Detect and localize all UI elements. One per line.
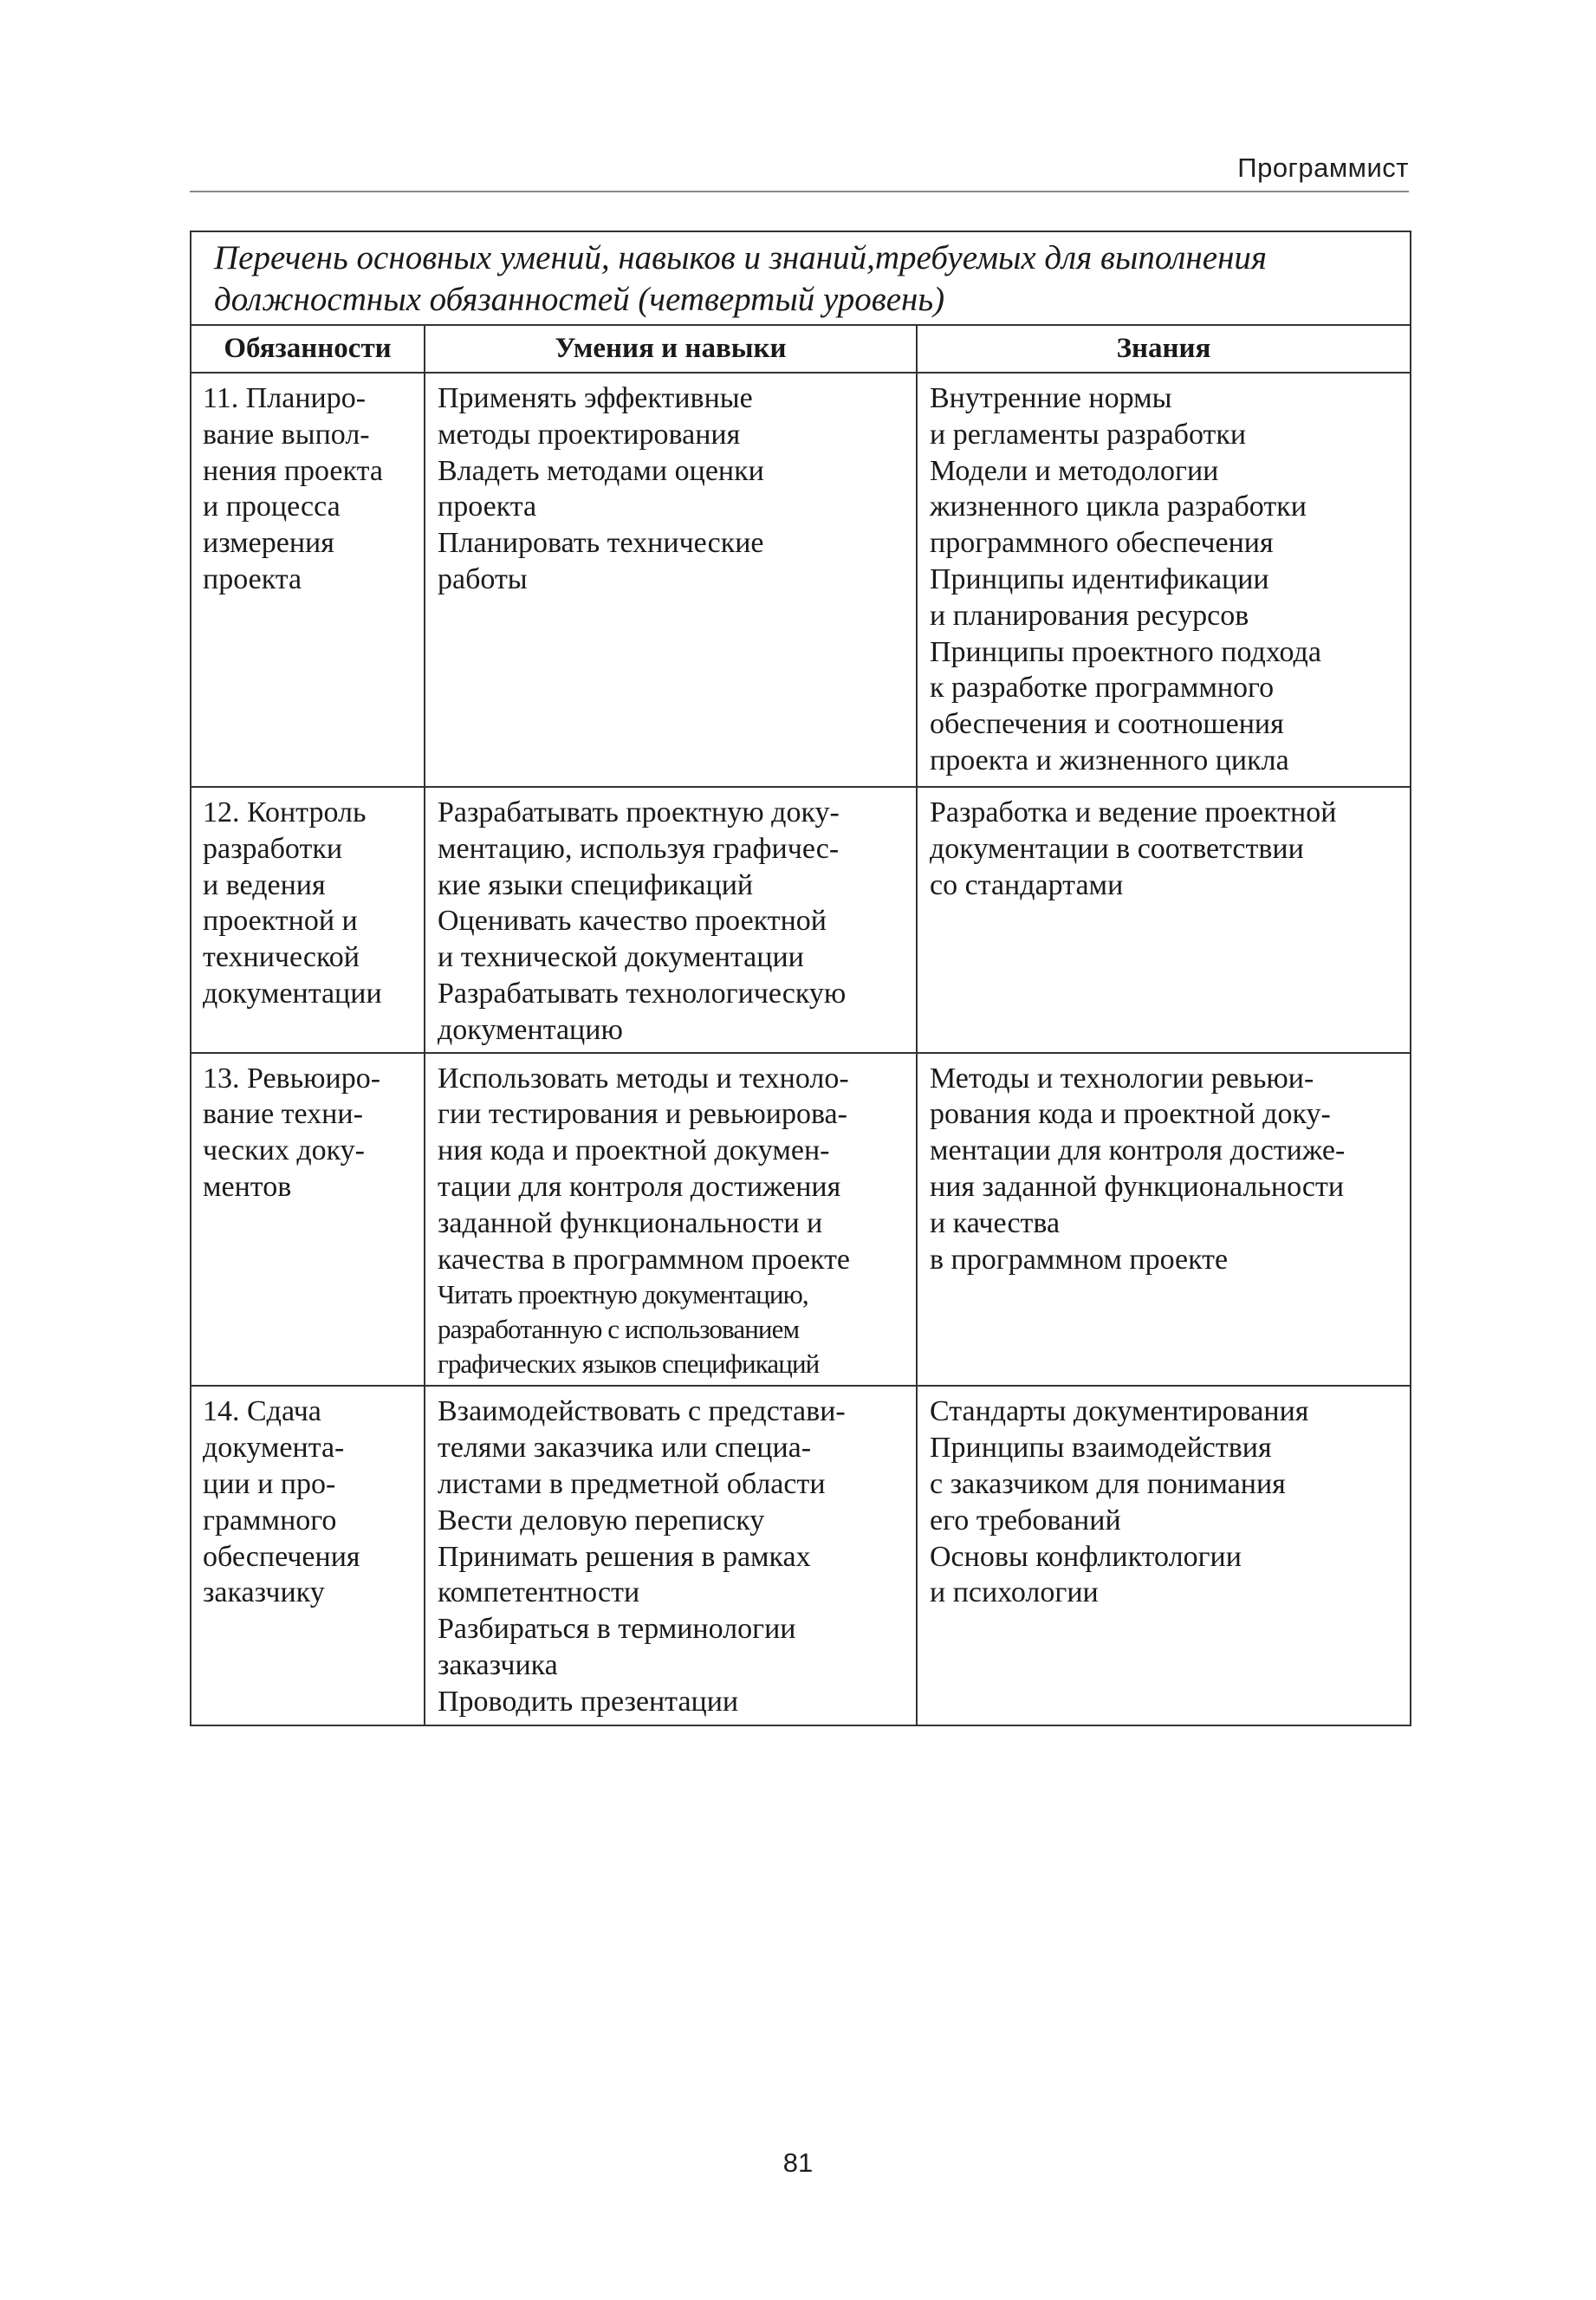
knowledge-cell: Разработка и ведение проектной документации в соответствии со стандартами (917, 787, 1411, 1053)
knowledge-cell: Методы и технологии ревьюи- рования кода и проектной доку- ментации для контроля достиже- ния заданной функциональности и качества в программном проекте (917, 1053, 1411, 1387)
caption-row (191, 231, 1411, 325)
knowledge-cell: Внутренние нормы и регламенты разработки Модели и методологии жизненного цикла разработки программного обеспечения Принципы идентификации и планирования ресурсов Принципы проектного подхода к разработке программного обеспечения и соотношения проекта и жизненного цикла (917, 373, 1411, 787)
table-row (191, 787, 1411, 1053)
table-row (191, 1386, 1411, 1725)
page-number: 81 (782, 2147, 814, 2178)
skills-text: Использовать методы и техноло- гии тестирования и ревьюирова- ния кода и проектной докумен- тации для контроля достижения заданной функциональности и качества в программном проекте (438, 1062, 851, 1276)
table-caption: Перечень основных умений, навыков и знаний,требуемых для выполнения должностных обязанностей (четвертый уровень) (191, 231, 1411, 325)
column-header-skills: Умения и навыки (425, 325, 917, 373)
duty-cell: 11. Планиро- вание выпол- нения проекта и процесса измерения проекта (191, 373, 425, 787)
duties-table (190, 231, 1411, 1726)
knowledge-cell: Стандарты документирования Принципы взаимодействия с заказчиком для понимания его требований Основы конфликтологии и психологии (917, 1386, 1411, 1725)
skills-text-condensed: Читать проектную документацию, разработанную с использованием графических языков спецификаций (438, 1279, 820, 1380)
running-title: Программист (1237, 153, 1409, 183)
duty-cell: 14. Сдача документа- ции и про- граммного обеспечения заказчику (191, 1386, 425, 1725)
skills-cell (425, 1053, 917, 1387)
table-row (191, 1053, 1411, 1387)
table-row (191, 373, 1411, 787)
duty-cell: 12. Контроль разработки и ведения проектной и технической документации (191, 787, 425, 1053)
skills-cell: Взаимодействовать с представи- телями заказчика или специа- листами в предметной области Вести деловую переписку Принимать решения в рамках компетентности Разбираться в терминологии заказчика Проводить презентации (425, 1386, 917, 1725)
running-header (190, 147, 1409, 192)
column-header-knowledge: Знания (917, 325, 1411, 373)
column-header-duties: Обязанности (191, 325, 425, 373)
skills-cell: Разрабатывать проектную доку- ментацию, используя графичес- кие языки спецификаций Оценивать качество проектной и технической документации Разрабатывать технологическую документацию (425, 787, 917, 1053)
duty-cell: 13. Ревьюиро- вание техни- ческих доку- ментов (191, 1053, 425, 1387)
skills-cell: Применять эффективные методы проектирования Владеть методами оценки проекта Планировать технические работы (425, 373, 917, 787)
column-header-row (191, 325, 1411, 373)
